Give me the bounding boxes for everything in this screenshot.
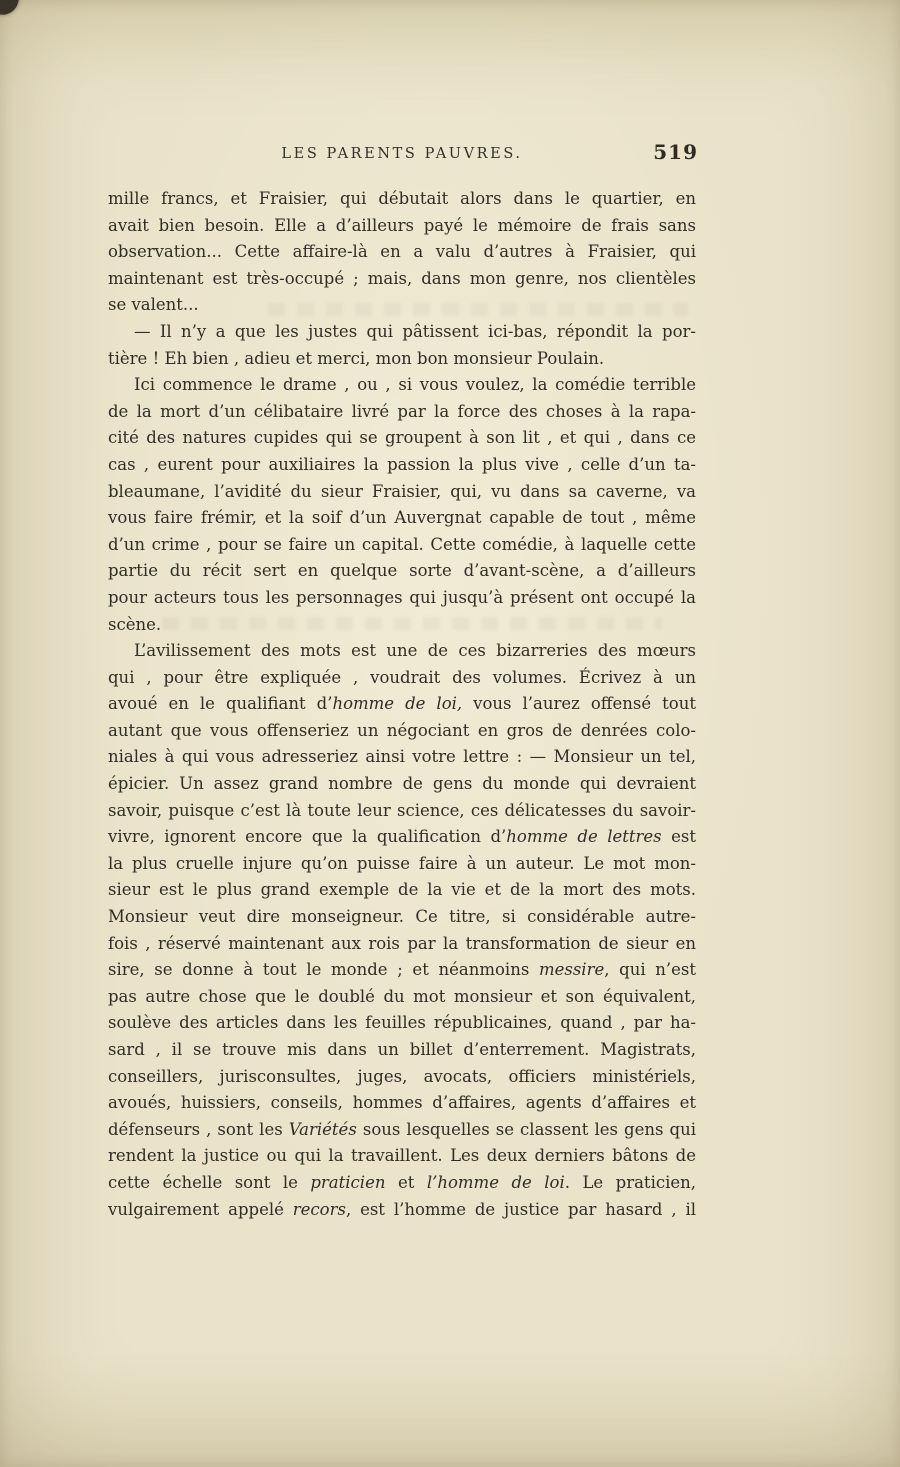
text-line bbox=[108, 1037, 696, 1064]
paragraph bbox=[108, 372, 696, 638]
text-line bbox=[108, 1117, 696, 1144]
page-text bbox=[108, 186, 696, 1223]
text-segment: bleaumane, l’avidité du sieur Fraisier, qui, vu dans sa caverne, va bbox=[108, 481, 696, 501]
text-line bbox=[108, 585, 696, 612]
text-segment: sous lesquelles se classent les gens qui bbox=[356, 1119, 696, 1139]
text-segment: sard , il se trouve mis dans un billet d’enterrement. Magistrats, bbox=[108, 1040, 696, 1059]
text-segment: scène. bbox=[108, 614, 162, 634]
text-line bbox=[108, 372, 696, 399]
paragraph bbox=[108, 186, 696, 319]
text-line bbox=[108, 824, 696, 851]
text-line bbox=[108, 1010, 696, 1037]
text-segment: — Il n’y a que les justes qui pâtissent ici-bas, répondit la por- bbox=[134, 321, 696, 341]
text-line bbox=[108, 1197, 696, 1224]
text-segment: avoués, huissiers, conseils, hommes d’affaires, agents d’affaires et bbox=[108, 1093, 696, 1113]
text-line bbox=[108, 479, 696, 506]
text-line bbox=[108, 744, 696, 771]
text-segment: vous l’aurez offensé tout bbox=[462, 694, 696, 714]
text-segment: la plus cruelle injure qu’on puisse faire à un auteur. Le mot mon- bbox=[108, 853, 696, 873]
text-line bbox=[108, 665, 696, 692]
paragraph bbox=[108, 319, 696, 372]
text-segment: qui , pour être expliquée , voudrait des volumes. Écrivez à un bbox=[108, 667, 696, 687]
italic-text-segment: messire bbox=[538, 960, 605, 980]
text-segment: Ici commence le drame , ou , si vous voulez, la comédie terrible bbox=[134, 375, 696, 395]
text-line bbox=[108, 186, 696, 213]
text-line bbox=[108, 957, 696, 984]
text-segment: savoir, puisque c’est là toute leur science, ces délicatesses du savoir- bbox=[108, 800, 696, 820]
text-line bbox=[108, 532, 696, 559]
text-line bbox=[108, 425, 696, 452]
text-segment: L’avilissement des mots est une de ces bizarreries des mœurs bbox=[134, 641, 696, 661]
text-line bbox=[108, 798, 696, 825]
text-segment: cité des natures cupides qui se groupent à son lit , et qui , dans ce bbox=[108, 428, 696, 448]
italic-text-segment: praticien bbox=[310, 1172, 386, 1192]
text-segment: maintenant est très-occupé ; mais, dans mon genre, nos clientèles bbox=[108, 268, 696, 288]
text-segment: pas autre chose que le doublé du mot monsieur et son équivalent, bbox=[108, 986, 696, 1006]
text-segment: avait bien besoin. Elle a d’ailleurs payé le mémoire de frais sans bbox=[108, 215, 696, 235]
text-segment: avoué en le qualifiant d’ bbox=[108, 694, 333, 714]
text-line bbox=[108, 851, 696, 878]
text-segment: défenseurs , sont les bbox=[108, 1119, 289, 1139]
text-segment: vulgairement appelé bbox=[108, 1199, 293, 1219]
text-line bbox=[108, 213, 696, 240]
text-line bbox=[108, 239, 696, 266]
paragraph bbox=[108, 638, 696, 1223]
text-line bbox=[108, 346, 696, 373]
text-segment: de la mort d’un célibataire livré par la force des choses à la rapa- bbox=[108, 401, 696, 421]
text-line bbox=[108, 1170, 696, 1197]
text-line bbox=[108, 638, 696, 665]
text-segment: niales à qui vous adresseriez ainsi votre lettre : — Monsieur un tel, bbox=[108, 747, 696, 767]
italic-text-segment: recors bbox=[292, 1199, 346, 1219]
text-line bbox=[108, 904, 696, 931]
text-line bbox=[108, 612, 696, 639]
text-line bbox=[108, 266, 696, 293]
text-segment: se valent... bbox=[108, 295, 199, 315]
text-line bbox=[108, 877, 696, 904]
text-line bbox=[108, 292, 696, 319]
text-segment: mille francs, et Fraisier, qui débutait alors dans le quartier, en bbox=[108, 189, 696, 208]
text-segment: sieur est le plus grand exemple de la vie et de la mort des mots. bbox=[108, 880, 696, 900]
running-title: LES PARENTS PAUVRES. bbox=[281, 146, 523, 162]
text-segment: partie du récit sert en quelque sorte d’avant-scène, a d’ailleurs bbox=[108, 561, 696, 581]
text-segment: d’un crime , pour se faire un capital. Cette comédie, à laquelle cette bbox=[108, 534, 696, 554]
text-segment: cette échelle sont le bbox=[108, 1172, 311, 1192]
text-segment: épicier. Un assez grand nombre de gens du monde qui devraient bbox=[108, 774, 696, 794]
scan-corner-artifact bbox=[0, 0, 19, 17]
text-line bbox=[108, 1143, 696, 1170]
text-segment: autant que vous offenseriez un négociant en gros de denrées colo- bbox=[108, 720, 696, 740]
text-line bbox=[108, 931, 696, 958]
text-line bbox=[108, 771, 696, 798]
text-line bbox=[108, 984, 696, 1011]
text-segment: vivre, ignorent encore que la qualification d’ bbox=[108, 827, 507, 847]
text-segment: et bbox=[385, 1172, 427, 1192]
text-segment: . Le praticien, bbox=[564, 1172, 696, 1192]
text-segment: , est l’homme de justice par hasard , il bbox=[345, 1199, 697, 1219]
text-line bbox=[108, 452, 696, 479]
text-line bbox=[108, 718, 696, 745]
italic-text-segment: homme de lettres bbox=[506, 827, 662, 847]
text-line bbox=[108, 319, 696, 346]
text-segment: rendent la justice ou qui la travaillent. Les deux derniers bâtons de bbox=[108, 1146, 696, 1166]
page-header bbox=[108, 140, 698, 176]
text-segment: est bbox=[661, 827, 697, 847]
text-line bbox=[108, 1064, 696, 1091]
text-segment: vous faire frémir, et la soif d’un Auvergnat capable de tout , même bbox=[108, 508, 696, 528]
italic-text-segment: Variétés bbox=[288, 1119, 357, 1139]
text-segment: observation... Cette affaire-là en a valu d’autres à Fraisier, qui bbox=[108, 242, 696, 262]
text-segment: pour acteurs tous les personnages qui jusqu’à présent ont occupé la bbox=[108, 587, 696, 607]
text-line bbox=[108, 691, 696, 718]
text-segment: soulève des articles dans les feuilles républicaines, quand , par ha- bbox=[108, 1013, 696, 1033]
text-segment: fois , réservé maintenant aux rois par la transformation de sieur en bbox=[108, 933, 696, 953]
text-segment: , qui n’est bbox=[604, 960, 696, 980]
text-segment: cas , eurent pour auxiliaires la passion la plus vive , celle d’un ta- bbox=[108, 454, 696, 474]
text-line bbox=[108, 399, 696, 426]
text-segment: sire, se donne à tout le monde ; et néanmoins bbox=[108, 960, 539, 980]
text-line bbox=[108, 505, 696, 532]
text-segment: tière ! Eh bien , adieu et merci, mon bon monsieur Poulain. bbox=[108, 348, 605, 368]
text-line bbox=[108, 1090, 696, 1117]
text-segment: Monsieur veut dire monseigneur. Ce titre, si considérable autre- bbox=[108, 907, 696, 927]
text-segment: conseillers, jurisconsultes, juges, avocats, officiers ministériels, bbox=[108, 1066, 696, 1086]
page-number: 519 bbox=[653, 140, 698, 164]
italic-text-segment: l’homme de loi bbox=[426, 1172, 565, 1192]
italic-text-segment: homme de loi, bbox=[332, 694, 463, 714]
text-line bbox=[108, 558, 696, 585]
